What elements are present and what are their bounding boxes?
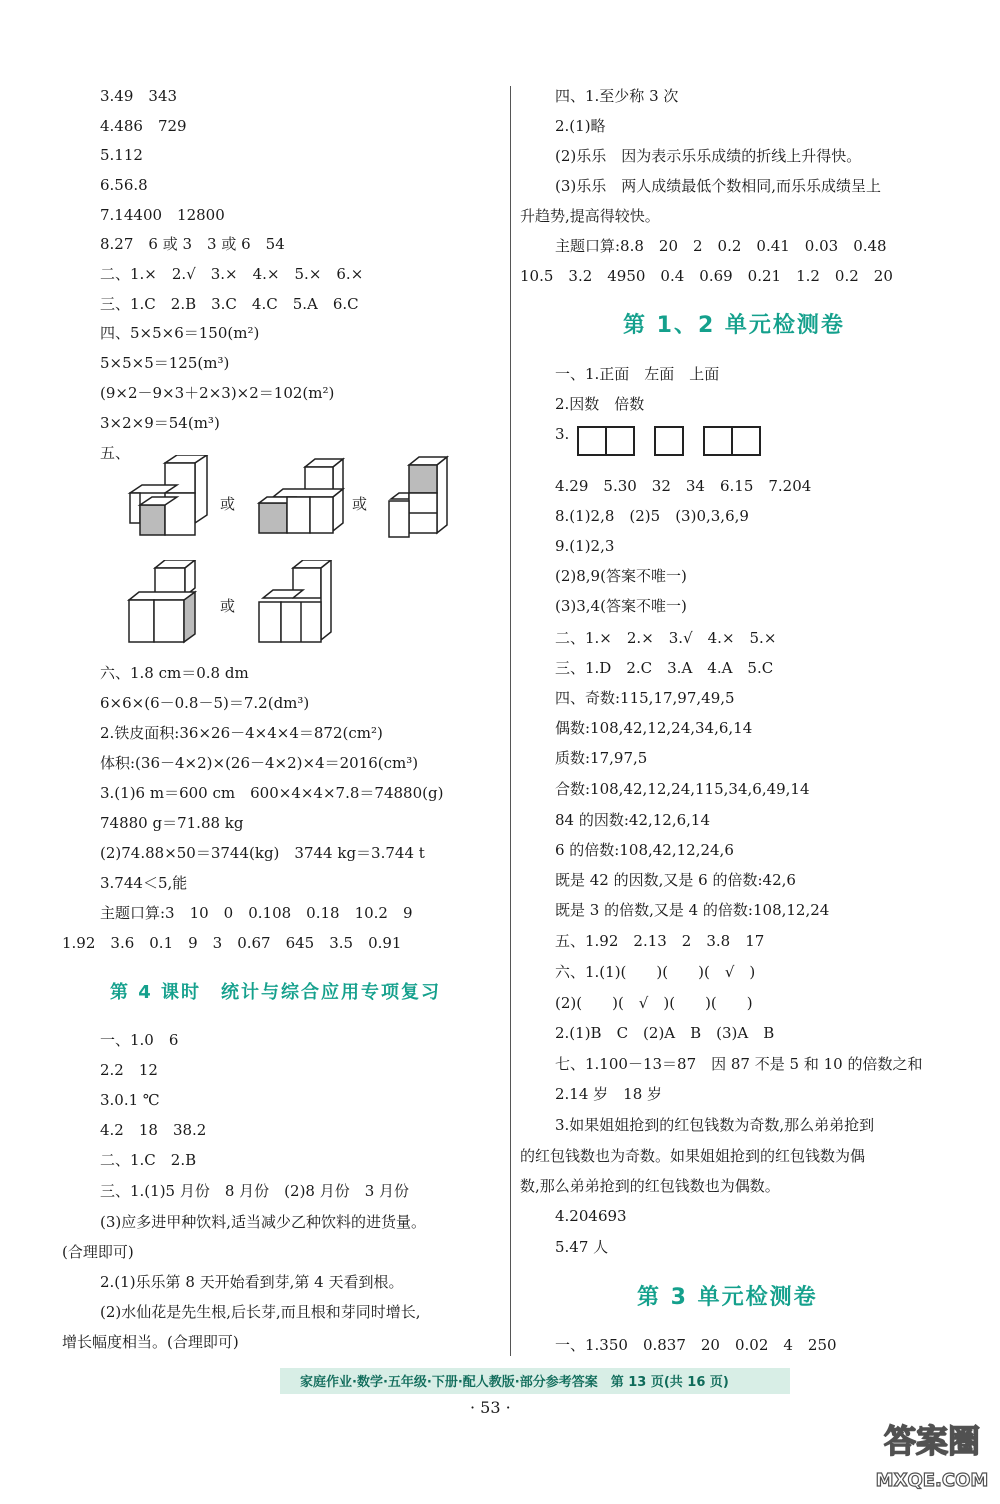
answer-line: 3×2×9＝54(m³) <box>100 414 220 432</box>
answer-line: 6 的倍数:108,42,12,24,6 <box>555 841 734 859</box>
answer-line: (3)应多进甲种饮料,适当减少乙种饮料的进货量。 <box>100 1213 427 1231</box>
page-number: · 53 · <box>470 1398 511 1417</box>
answer-line: 10.5 3.2 4950 0.4 0.69 0.21 1.2 0.2 20 <box>520 267 893 285</box>
answer-line: 6.56.8 <box>100 176 148 194</box>
answer-line: 4.486 729 <box>100 117 187 135</box>
answer-line: 84 的因数:42,12,6,14 <box>555 811 711 829</box>
section-title: 第 4 课时 统计与综合应用专项复习 <box>110 982 442 1003</box>
answer-line: 质数:17,97,5 <box>555 749 648 767</box>
answer-line: 二、1.× 2.× 3.√ 4.× 5.× <box>555 629 777 647</box>
answer-line: 三、1.(1)5 月份 8 月份 (2)8 月份 3 月份 <box>100 1182 410 1200</box>
answer-line: 的红包钱数也为奇数。如果姐姐抢到的红包钱数为偶 <box>520 1147 866 1165</box>
answer-line: 8.(1)2,8 (2)5 (3)0,3,6,9 <box>555 507 749 525</box>
answer-line: 2.(1)B C (2)A B (3)A B <box>555 1024 775 1042</box>
answer-line: 数,那么弟弟抢到的红包钱数也为偶数。 <box>520 1177 780 1195</box>
or-label: 或 <box>220 597 236 615</box>
answer-line: 2.因数 倍数 <box>555 395 645 413</box>
answer-line: 合数:108,42,12,24,115,34,6,49,14 <box>555 780 810 798</box>
section-title: 第 1、2 单元检测卷 <box>623 313 845 338</box>
answer-line: 五、 <box>100 444 131 462</box>
answer-line: 一、1.0 6 <box>100 1031 179 1049</box>
or-label: 或 <box>352 495 368 513</box>
answer-line: (2)8,9(答案不唯一) <box>555 567 687 585</box>
answer-line: 既是 42 的因数,又是 6 的倍数:42,6 <box>555 871 796 889</box>
answer-line: (2)乐乐 因为表示乐乐成绩的折线上升得快。 <box>555 147 862 165</box>
answer-line: 四、1.至少称 3 次 <box>555 87 679 105</box>
answer-line: 一、1.正面 左面 上面 <box>555 365 720 383</box>
watermark-top: 答案圈 <box>883 1422 981 1460</box>
answer-line: 六、1.(1)( )( )( √ ) <box>555 963 756 981</box>
answer-line: 2.(1)略 <box>555 117 606 135</box>
cube-figure-5 <box>255 560 345 645</box>
watermark-logo <box>872 1400 992 1500</box>
answer-line: 二、1.C 2.B <box>100 1151 197 1169</box>
cube-figure-1 <box>125 455 215 540</box>
answer-line: (合理即可) <box>62 1243 134 1261</box>
answer-line: 4.2 18 38.2 <box>100 1121 207 1139</box>
view-boxes <box>577 426 761 456</box>
answer-line: 三、1.D 2.C 3.A 4.A 5.C <box>555 659 774 677</box>
answer-line: 主题口算:3 10 0 0.108 0.18 10.2 9 <box>100 904 413 922</box>
answer-line: 五、1.92 2.13 2 3.8 17 <box>555 932 765 950</box>
answer-line: 2.(1)乐乐第 8 天开始看到芽,第 4 天看到根。 <box>100 1273 404 1291</box>
square-cell <box>731 426 761 456</box>
answer-line: 2.铁皮面积:36×26－4×4×4＝872(cm²) <box>100 724 383 742</box>
answer-line: 74880 g＝71.88 kg <box>100 814 244 832</box>
answer-line: 偶数:108,42,12,24,34,6,14 <box>555 719 753 737</box>
answer-line: 9.(1)2,3 <box>555 537 615 555</box>
cube-figure-4 <box>125 560 215 645</box>
watermark-bottom: MXQE.COM <box>875 1470 989 1491</box>
answer-line: 3.744＜5,能 <box>100 874 188 892</box>
answer-line: 四、奇数:115,17,97,49,5 <box>555 689 735 707</box>
answer-line: 5×5×5＝125(m³) <box>100 354 230 372</box>
square-cell <box>605 426 635 456</box>
answer-line: 增长幅度相当。(合理即可) <box>62 1333 239 1351</box>
answer-line: 5.47 人 <box>555 1238 609 1256</box>
square-cell <box>577 426 607 456</box>
answer-line: (3)乐乐 两人成绩最低个数相同,而乐乐成绩呈上 <box>555 177 882 195</box>
answer-line: 3. <box>555 425 570 443</box>
answer-line: 1.92 3.6 0.1 9 3 0.67 645 3.5 0.91 <box>62 934 402 952</box>
answer-line: 三、1.C 2.B 3.C 4.C 5.A 6.C <box>100 295 359 313</box>
answer-line: 5.112 <box>100 146 143 164</box>
answer-line: (2)( )( √ )( )( ) <box>555 994 753 1012</box>
answer-line: 3.如果姐姐抢到的红包钱数为奇数,那么弟弟抢到 <box>555 1116 875 1134</box>
column-divider <box>510 86 511 1356</box>
answer-line: 四、5×5×6＝150(m²) <box>100 324 260 342</box>
answer-line: (2)水仙花是先生根,后长芽,而且根和芽同时增长, <box>100 1303 421 1321</box>
cube-figure-3 <box>385 455 470 545</box>
answer-line: (3)3,4(答案不唯一) <box>555 597 687 615</box>
answer-line: 7.14400 12800 <box>100 206 225 224</box>
answer-line: 七、1.100－13＝87 因 87 不是 5 和 10 的倍数之和 <box>555 1055 923 1073</box>
answer-line: (9×2－9×3＋2×3)×2＝102(m²) <box>100 384 335 402</box>
answer-line: 六、1.8 cm＝0.8 dm <box>100 664 249 682</box>
square-cell <box>703 426 733 456</box>
answer-line: 4.29 5.30 32 34 6.15 7.204 <box>555 477 812 495</box>
answer-line: 升趋势,提高得较快。 <box>520 207 660 225</box>
answer-line: 2.2 12 <box>100 1061 158 1079</box>
answer-line: 3.0.1 ℃ <box>100 1091 160 1109</box>
section-title: 第 3 单元检测卷 <box>637 1285 818 1310</box>
answer-line: (2)74.88×50＝3744(kg) 3744 kg＝3.744 t <box>100 844 425 862</box>
answer-line: 一、1.350 0.837 20 0.02 4 250 <box>555 1336 837 1354</box>
answer-line: 主题口算:8.8 20 2 0.2 0.41 0.03 0.48 <box>555 237 887 255</box>
answer-line: 8.27 6 或 3 3 或 6 54 <box>100 235 285 253</box>
answer-line: 3.(1)6 m＝600 cm 600×4×4×7.8＝74880(g) <box>100 784 444 802</box>
answer-line: 6×6×(6－0.8－5)＝7.2(dm³) <box>100 694 310 712</box>
answer-line: 3.49 343 <box>100 87 178 105</box>
answer-line: 4.204693 <box>555 1207 627 1225</box>
answer-line: 既是 3 的倍数,又是 4 的倍数:108,12,24 <box>555 901 830 919</box>
answer-line: 二、1.× 2.√ 3.× 4.× 5.× 6.× <box>100 265 364 283</box>
footer <box>0 1368 1000 1394</box>
or-label: 或 <box>220 495 236 513</box>
answer-line: 2.14 岁 18 岁 <box>555 1085 663 1103</box>
answer-line: 体积:(36－4×2)×(26－4×2)×4＝2016(cm³) <box>100 754 419 772</box>
square-cell <box>654 426 684 456</box>
cube-figure-2 <box>255 455 350 540</box>
footer-text: 家庭作业·数学·五年级·下册·配人教版·部分参考答案 第 13 页(共 16 页) <box>300 1375 729 1390</box>
